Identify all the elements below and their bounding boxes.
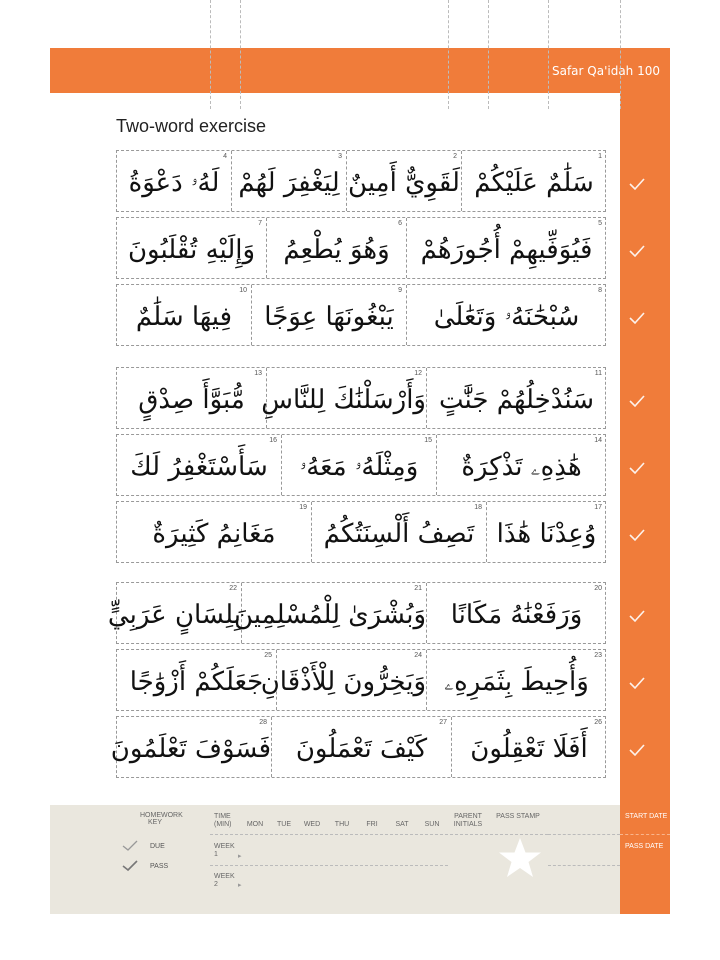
time-label: TIME (MIN) [214, 813, 232, 828]
arabic-phrase: تَصِفُ أَلْسِنَتُكُمُ [323, 519, 475, 549]
footer-rule [620, 834, 670, 835]
exercise-row [116, 434, 606, 496]
day-label: FRI [366, 821, 378, 828]
check-icon[interactable] [628, 393, 646, 409]
check-icon [122, 840, 138, 852]
check-icon [122, 860, 138, 872]
check-icon[interactable] [628, 310, 646, 326]
cell-number: 22 [229, 585, 237, 592]
cell-number: 11 [594, 370, 602, 377]
check-icon[interactable] [628, 176, 646, 192]
footer-divider [488, 0, 489, 109]
arabic-phrase: وَيَخِرُّونَ لِلْأَذْقَانِ [260, 667, 426, 697]
exercise-row [116, 501, 606, 563]
arabic-phrase: فَسَوْفَ تَعْلَمُونَ [110, 734, 271, 764]
cell-number: 13 [254, 370, 262, 377]
cell-number: 16 [269, 437, 277, 444]
cell-number: 2 [453, 153, 457, 160]
cell-number: 21 [414, 585, 422, 592]
homework-key-label: HOMEWORK KEY [140, 812, 183, 826]
exercise-row [110, 716, 606, 778]
arabic-phrase: أَفَلَا تَعْقِلُونَ [470, 734, 588, 764]
arabic-phrase: مَغَانِمُ كَثِيرَةٌ [152, 519, 276, 549]
cell-number: 12 [414, 370, 422, 377]
exercise-row [107, 582, 606, 644]
check-icon[interactable] [628, 527, 646, 543]
day-label: SUN [424, 821, 440, 828]
arabic-phrase: سَأَسْتَغْفِرُ لَكَ [130, 452, 268, 482]
arabic-phrase: وَأُحِيطَ بِثَمَرِهِۦ [444, 667, 589, 697]
arabic-phrase: فِيهَا سَلَٰمٌ [135, 302, 233, 332]
arabic-phrase: لَقَوِيٌّ أَمِينٌ [348, 168, 460, 198]
check-icon[interactable] [628, 675, 646, 691]
footer-divider [548, 0, 549, 109]
exercise-cell [407, 285, 606, 345]
day-label: MON [246, 821, 264, 828]
star-icon [498, 837, 542, 879]
exercise-cell [437, 435, 606, 495]
exercise-cell [252, 285, 407, 345]
arabic-phrase: بِلِسَانٍ عَرَبِيٍّ [107, 600, 241, 630]
check-icon[interactable] [628, 742, 646, 758]
cell-number: 6 [398, 220, 402, 227]
footer-rule [210, 834, 548, 835]
cell-number: 27 [439, 719, 447, 726]
exercise-row [116, 367, 606, 429]
arabic-phrase: وَإِلَيْهِ تُقْلَبُونَ [127, 235, 256, 265]
check-icon[interactable] [628, 608, 646, 624]
footer-divider [620, 0, 621, 109]
exercise-cell [347, 151, 462, 211]
exercise-cell [427, 650, 606, 710]
footer-divider [448, 0, 449, 109]
exercise-cell [110, 717, 272, 777]
exercise-row [116, 649, 606, 711]
due-label: DUE [150, 843, 165, 850]
start-date-label: START DATE [625, 813, 668, 820]
exercise-cell [427, 583, 606, 643]
exercise-cell [261, 368, 427, 428]
exercise-cell [427, 368, 606, 428]
exercise-row [116, 284, 606, 346]
exercise-cell [117, 218, 267, 278]
cell-number: 26 [594, 719, 602, 726]
exercise-cell [407, 218, 606, 278]
exercise-cell [312, 502, 487, 562]
exercise-cell [462, 151, 606, 211]
page-title: Safar Qa'idah 100 [551, 64, 660, 78]
week1-label: WEEK 1 [214, 843, 235, 858]
exercise-cell [117, 435, 282, 495]
arabic-phrase: وَرَفَعْنَٰهُ مَكَانًا [450, 600, 583, 630]
arabic-phrase: سُبْحَٰنَهُۥ وَتَعَٰلَىٰ [433, 302, 580, 332]
arabic-phrase: سَلَٰمٌ عَلَيْكُمْ [474, 168, 594, 198]
arabic-phrase: وَبُشْرَىٰ لِلْمُسْلِمِينَ [234, 600, 426, 630]
arabic-phrase: سَنُدْخِلُهُمْ جَنَّٰتٍ [439, 385, 594, 415]
footer-divider [210, 0, 211, 109]
exercise-cell [282, 435, 437, 495]
cell-number: 7 [258, 220, 262, 227]
exercise-cell [267, 218, 407, 278]
arabic-phrase: يَبْغُونَهَا عِوَجًا [264, 302, 394, 332]
exercise-cell [487, 502, 606, 562]
footer-rule [548, 834, 620, 835]
exercise-cell [117, 368, 267, 428]
exercise-heading: Two-word exercise [116, 116, 267, 136]
cell-number: 10 [239, 287, 247, 294]
arrow-right-icon: ▸ [238, 881, 242, 889]
arabic-phrase: جَعَلَكُمْ أَزْوَٰجًا [129, 667, 264, 697]
footer-rule [548, 865, 620, 866]
exercise-cell [234, 583, 427, 643]
arabic-phrase: لَهُۥ دَعْوَةُ [128, 168, 220, 198]
exercise-cell [272, 717, 452, 777]
exercise-cell [117, 502, 312, 562]
cell-number: 1 [598, 153, 602, 160]
cell-number: 24 [414, 652, 422, 659]
cell-number: 14 [594, 437, 602, 444]
exercise-cell [117, 151, 232, 211]
cell-number: 20 [594, 585, 602, 592]
arrow-right-icon: ▸ [238, 852, 242, 860]
exercise-cell [117, 285, 252, 345]
arabic-phrase: وَأَرْسَلْنَٰكَ لِلنَّاسِ [261, 385, 426, 415]
cell-number: 17 [594, 504, 602, 511]
check-icon[interactable] [628, 243, 646, 259]
arabic-phrase: وَمِثْلَهُۥ مَعَهُۥ [299, 452, 419, 482]
pass-label: PASS [150, 863, 169, 870]
arabic-phrase: هَٰذِهِۦ تَذْكِرَةٌ [461, 452, 582, 482]
exercise-row [116, 150, 606, 212]
day-label: WED [303, 821, 321, 828]
cell-number: 25 [264, 652, 272, 659]
day-label: SAT [395, 821, 409, 828]
day-label: TUE [277, 821, 291, 828]
cell-number: 18 [474, 504, 482, 511]
cell-number: 3 [338, 153, 342, 160]
cell-number: 15 [424, 437, 432, 444]
arabic-phrase: مُّبَوَّأَ صِدْقٍ [138, 385, 245, 415]
cell-number: 28 [259, 719, 267, 726]
arabic-phrase: وَهُوَ يُطْعِمُ [283, 235, 390, 265]
arabic-phrase: فَيُوَفِّيهِمْ أُجُورَهُمْ [420, 235, 593, 265]
day-label: THU [334, 821, 350, 828]
exercise-cell [232, 151, 347, 211]
cell-number: 19 [299, 504, 307, 511]
cell-number: 23 [594, 652, 602, 659]
pass-date-label: PASS DATE [625, 843, 664, 850]
cell-number: 4 [223, 153, 227, 160]
arabic-phrase: وُعِدْنَا هَٰذَا [496, 519, 597, 549]
cell-number: 8 [598, 287, 602, 294]
footer-divider [240, 0, 241, 109]
footer-side [620, 805, 670, 914]
footer-rule [210, 865, 448, 866]
pass-stamp-label: PASS STAMP [496, 813, 540, 820]
cell-number: 9 [398, 287, 402, 294]
exercise-cell [107, 583, 242, 643]
check-icon[interactable] [628, 460, 646, 476]
exercise-cell [117, 650, 277, 710]
exercise-row [116, 217, 606, 279]
arabic-phrase: كَيْفَ تَعْمَلُونَ [295, 734, 428, 764]
exercise-cell [452, 717, 606, 777]
week2-label: WEEK 2 [214, 873, 235, 888]
arabic-phrase: لِيَغْفِرَ لَهُمْ [238, 168, 340, 198]
parent-initials-label: PARENT INITIALS [453, 813, 483, 828]
cell-number: 5 [598, 220, 602, 227]
